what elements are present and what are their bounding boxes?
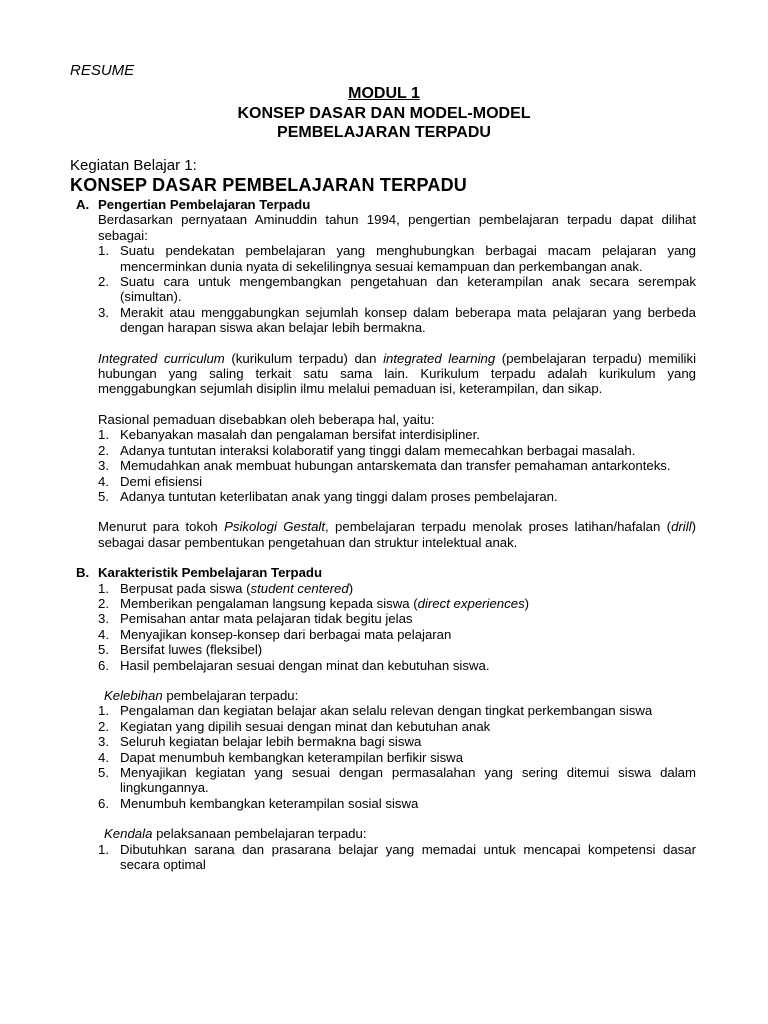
section-b-letter: B. — [76, 565, 90, 581]
list-item: 1. Pengalaman dan kegiatan belajar akan selalu relevan dengan tingkat perkembangan siswa — [98, 703, 653, 719]
list-item: 3. Merakit atau menggabungkan sejumlah konsep dalam beberapa mata pelajaran yang berbeda dengan harapan siswa akan belajar lebih bermakna. — [98, 304, 696, 336]
kendala-list — [98, 842, 696, 873]
list-item: 4. Demi efisiensi — [98, 473, 203, 489]
list-item: 1. Kebanyakan masalah dan pengalaman bersifat interdisipliner. — [98, 427, 480, 443]
list-item: 3. Memudahkan anak membuat hubungan antarskemata dan transfer pemahaman antarkonteks. — [98, 458, 671, 474]
section-b-list-1 — [98, 581, 696, 673]
section-a-body — [98, 212, 696, 550]
kendala-heading: Kendala pelaksanaan pembelajaran terpadu: — [104, 826, 367, 842]
section-a-heading — [76, 197, 696, 212]
section-b — [76, 565, 696, 872]
kelebihan-heading: Kelebihan pembelajaran terpadu: — [104, 687, 299, 703]
list-item: 1. Berpusat pada siswa (student centered) — [98, 580, 354, 596]
list-item: 6. Menumbuh kembangkan keterampilan sosial siswa — [98, 795, 419, 811]
list-item: 5. Adanya tuntutan keterlibatan anak yang tinggi dalam proses pembelajaran. — [98, 488, 558, 504]
section-a-title: Pengertian Pembelajaran Terpadu — [98, 197, 311, 212]
section-a-intro: Berdasarkan pernyataan Aminuddin tahun 1994, pengertian pembelajaran terpadu dapat dilihat sebagai: — [98, 212, 696, 243]
content-body — [76, 197, 696, 872]
section-a-letter: A. — [76, 197, 90, 212]
section-b-heading — [76, 565, 696, 580]
module-number: MODUL 1 — [348, 85, 420, 102]
list-item: 1. Dibutuhkan sarana dan prasarana belajar yang memadai untuk mencapai kompetensi dasar secara optimal — [98, 841, 696, 873]
section-a-rasional: Rasional pemaduan disebabkan oleh beberapa hal, yaitu: — [98, 411, 435, 427]
section-a-list-1 — [98, 243, 696, 335]
section-a-list-2 — [98, 427, 696, 504]
list-item: 4. Menyajikan konsep-konsep dari berbagai mata pelajaran — [98, 626, 452, 642]
section-b-body — [98, 581, 696, 873]
list-item: 5. Bersifat luwes (fleksibel) — [98, 642, 263, 658]
module-title — [0, 104, 768, 142]
kelebihan-list — [98, 703, 696, 811]
list-item: 2. Memberikan pengalaman langsung kepada siswa (direct experiences) — [98, 595, 530, 611]
list-item: 5. Menyajikan kegiatan yang sesuai dengan permasalahan yang sering ditemui siswa dalam lingkungannya. — [98, 765, 696, 796]
section-b-title: Karakteristik Pembelajaran Terpadu — [98, 565, 323, 581]
list-item: 3. Pemisahan antar mata pelajaran tidak begitu jelas — [98, 611, 413, 627]
list-item: 3. Seluruh kegiatan belajar lebih bermakna bagi siswa — [98, 734, 422, 750]
list-item: 6. Hasil pembelajaran sesuai dengan minat dan kebutuhan siswa. — [98, 657, 490, 673]
kegiatan-label: Kegiatan Belajar 1: — [70, 157, 197, 174]
section-a-paragraph-3: Menurut para tokoh Psikologi Gestalt, pembelajaran terpadu menolak proses latihan/hafalan (drill) sebagai dasar pembentukan pengetahuan dan struktur intelektual anak. — [98, 519, 696, 550]
list-item: 4. Dapat menumbuh kembangkan keterampilan berfikir siswa — [98, 749, 464, 765]
module-title-line-1: KONSEP DASAR DAN MODEL-MODEL — [237, 105, 531, 122]
list-item: 2. Kegiatan yang dipilih sesuai dengan minat dan kebutuhan anak — [98, 718, 491, 734]
list-item: 2. Adanya tuntutan interaksi kolaboratif yang tinggi dalam memecahkan berbagai masalah. — [98, 442, 636, 458]
list-item: 1. Suatu pendekatan pembelajaran yang menghubungkan berbagai macam pelajaran yang mencerminkan dunia nyata di sekelilingnya sesuai kemampuan dan perkembangan anak. — [98, 243, 696, 274]
module-title-line-2: PEMBELAJARAN TERPADU — [277, 124, 491, 141]
list-item: 2. Suatu cara untuk mengembangkan pengetahuan dan keterampilan anak secara serempak (simultan). — [98, 274, 696, 305]
kegiatan-title: KONSEP DASAR PEMBELAJARAN TERPADU — [70, 175, 467, 195]
section-a-paragraph-2: Integrated curriculum (kurikulum terpadu) dan integrated learning (pembelajaran terpadu) memiliki hubungan yang saling terkait satu sama lain. Kurikulum terpadu adalah kurikulum yang menggabungkan sejumlah disiplin ilmu melalui pemaduan isi, keterampilan, dan sikap. — [98, 350, 696, 397]
resume-label: RESUME — [70, 62, 135, 79]
